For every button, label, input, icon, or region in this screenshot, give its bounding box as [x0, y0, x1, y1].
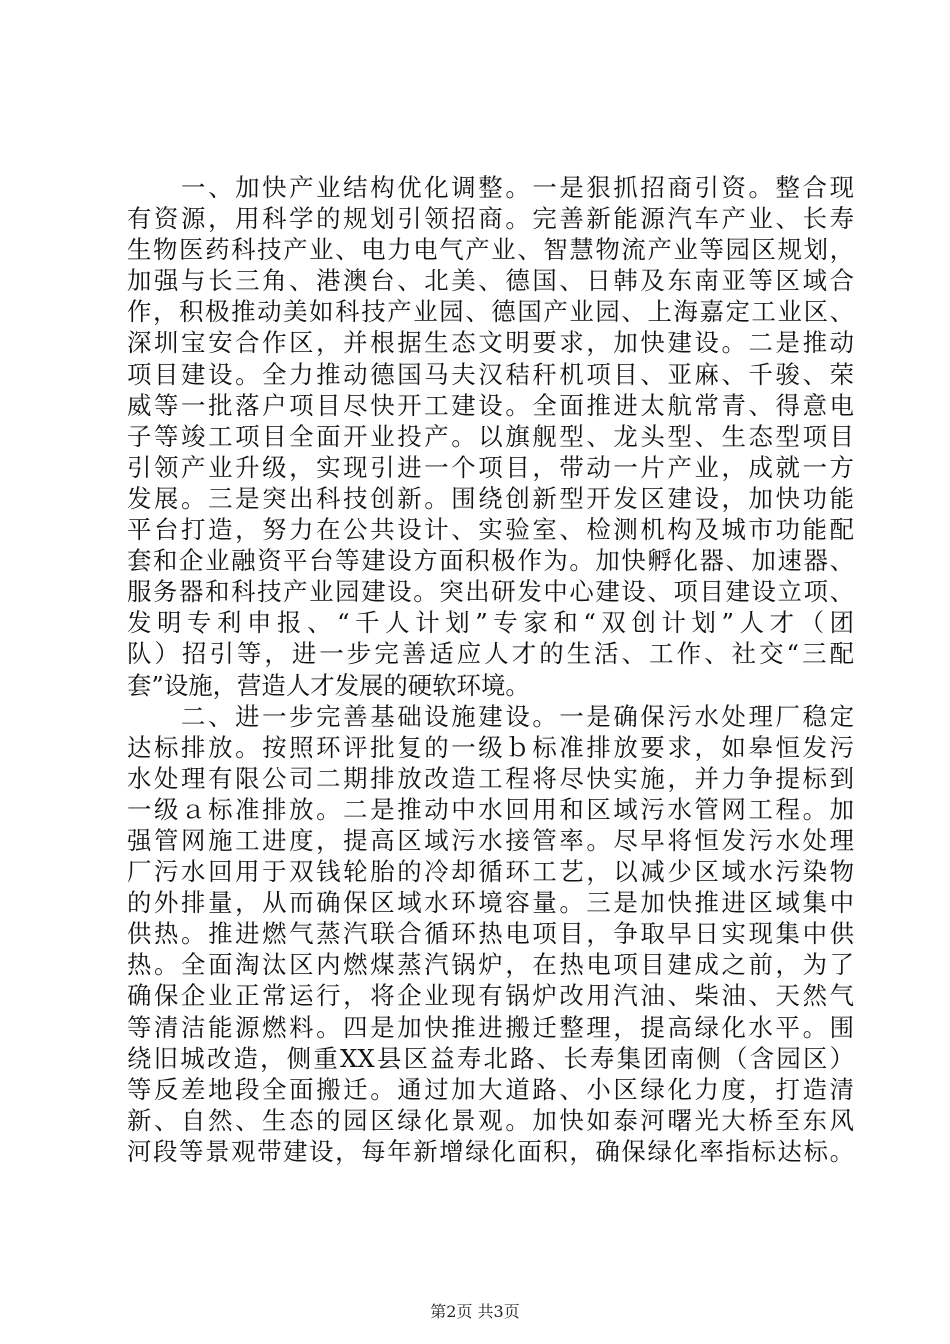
paragraph-2-line-11: 等清洁能源燃料。四是加快推进搬迁整理，提高绿化水平。围: [127, 1012, 854, 1042]
paragraph-1-line-4: 加强与长三角、港澳台、北美、德国、日韩及东南亚等区域合: [127, 266, 854, 296]
paragraph-2-line-13: 等反差地段全面搬迁。通过加大道路、小区绿化力度，打造清: [127, 1074, 854, 1104]
paragraph-2-line-4: 一级ａ标准排放。二是推动中水回用和区域污水管网工程。加: [127, 794, 854, 824]
paragraph-1-line-6: 深圳宝安合作区，并根据生态文明要求，加快建设。二是推动: [127, 328, 854, 358]
body-text: [127, 172, 854, 1167]
paragraph-2-line-9: 热。全面淘汰区内燃煤蒸汽锅炉，在热电项目建成之前，为了: [127, 950, 854, 980]
paragraph-2-line-1: 二、进一步完善基础设施建设。一是确保污水处理厂稳定: [127, 701, 854, 731]
paragraph-2-line-2: 达标排放。按照环评批复的一级ｂ标准排放要求，如皋恒发污: [127, 732, 854, 762]
paragraph-2-line-8: 供热。推进燃气蒸汽联合循环热电项目，争取早日实现集中供: [127, 919, 854, 949]
paragraph-1-line-8: 威等一批落户项目尽快开工建设。全面推进太航常青、得意电: [127, 390, 854, 420]
paragraph-2-line-14: 新、自然、生态的园区绿化景观。加快如泰河曙光大桥至东风: [127, 1105, 854, 1135]
paragraph-1-line-17: 套”设施，营造人才发展的硬软环境。: [127, 670, 530, 700]
paragraph-1-line-12: 平台打造，努力在公共设计、实验室、检测机构及城市功能配: [127, 515, 854, 545]
paragraph-1-line-15: 发明专利申报、“千人计划”专家和“双创计划”人才（团: [127, 608, 854, 638]
paragraph-1-line-1: 一、加快产业结构优化调整。一是狠抓招商引资。整合现: [127, 173, 854, 202]
paragraph-2-line-15: 河段等景观带建设，每年新增绿化面积，确保绿化率指标达标。: [127, 1136, 854, 1166]
paragraph-1-line-2: 有资源，用科学的规划引领招商。完善新能源汽车产业、长寿: [127, 204, 854, 234]
page-number-footer: 第2页 共3页: [430, 1302, 520, 1321]
paragraph-2-line-6: 厂污水回用于双钱轮胎的冷却循环工艺，以减少区域水污染物: [127, 857, 854, 887]
paragraph-1-line-5: 作，积极推动美如科技产业园、德国产业园、上海嘉定工业区、: [127, 297, 854, 327]
paragraph-2-line-10: 确保企业正常运行，将企业现有锅炉改用汽油、柴油、天然气: [127, 981, 854, 1011]
paragraph-2-line-12: 绕旧城改造，侧重XX县区益寿北路、长寿集团南侧（含园区）: [127, 1043, 854, 1073]
paragraph-1-line-9: 子等竣工项目全面开业投产。以旗舰型、龙头型、生态型项目: [127, 421, 854, 451]
paragraph-1-line-14: 服务器和科技产业园建设。突出研发中心建设、项目建设立项、: [127, 577, 854, 607]
paragraph-1-line-11: 发展。三是突出科技创新。围绕创新型开发区建设，加快功能: [127, 483, 854, 513]
paragraph-1-line-13: 套和企业融资平台等建设方面积极作为。加快孵化器、加速器、: [127, 546, 854, 576]
paragraph-1-line-16: 队）招引等，进一步完善适应人才的生活、工作、社交“三配: [127, 639, 854, 669]
paragraph-2-line-5: 强管网施工进度，提高区域污水接管率。尽早将恒发污水处理: [127, 825, 854, 855]
paragraph-2-line-7: 的外排量，从而确保区域水环境容量。三是加快推进区域集中: [127, 888, 854, 918]
paragraph-1-line-10: 引领产业升级，实现引进一个项目，带动一片产业，成就一方: [127, 452, 854, 482]
paragraph-1-line-3: 生物医药科技产业、电力电气产业、智慧物流产业等园区规划，: [127, 235, 854, 265]
paragraph-1-line-7: 项目建设。全力推动德国马夫汉秸秆机项目、亚麻、千骏、荣: [127, 359, 854, 389]
paragraph-2-line-3: 水处理有限公司二期排放改造工程将尽快实施，并力争提标到: [127, 763, 854, 793]
